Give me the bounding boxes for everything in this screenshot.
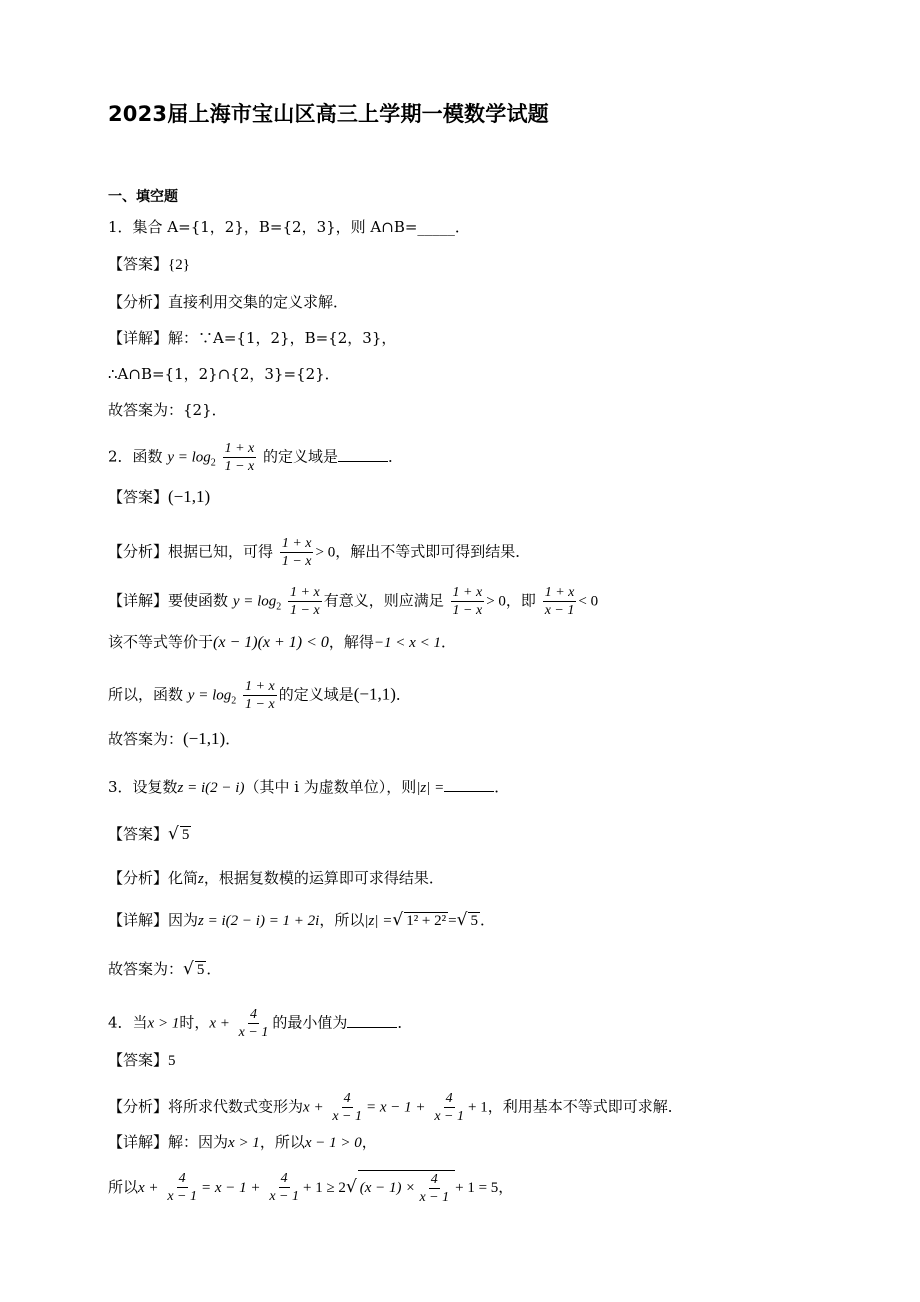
q2-line3-post: 的定义域是 (278, 685, 354, 704)
q1-analysis-text: 直接利用交集的定义求解． (168, 293, 349, 311)
q4-detail-mid: ，所以 (259, 1133, 305, 1151)
q2-final-value: (−1,1) (183, 729, 226, 748)
q1-detail (108, 328, 396, 348)
answer-blank (347, 1013, 397, 1028)
q4-x: x + (303, 1099, 324, 1116)
q4-analysis-fraction (330, 1090, 364, 1125)
answer-tag: 【答案】 (108, 255, 169, 273)
q2-log-base: 2 (231, 695, 237, 707)
frac-num: 1 + x (290, 585, 320, 600)
analysis-tag: 【分析】 (108, 1097, 169, 1116)
radical-sign: √ (183, 959, 194, 979)
q2-answer (108, 487, 210, 507)
frac-num: 1 + x (245, 679, 275, 694)
radical-sign: √ (456, 910, 468, 930)
q2-func: y = log (167, 449, 211, 466)
frac-num: 4 (445, 1091, 453, 1106)
analysis-tag: 【分析】 (108, 869, 169, 887)
q1-stem: 1．集合 A={1，2}，B={2，3}，则 A∩B=_____． (108, 218, 470, 236)
q3-detail-eq: = (448, 913, 457, 929)
q3-stem-abs: |z| = (416, 780, 445, 796)
q2-final-pre: 故答案为： (108, 730, 184, 748)
q2-line2-result: −1 < x < 1 (373, 635, 441, 651)
q2-analysis-fraction (280, 535, 314, 570)
q2-ineq2: < 0 (578, 593, 599, 610)
q2-stem: 2．函数 $y = \log_2$ $\frac{1 + x}{1 - x}$ 的定义域是 ． (108, 441, 404, 474)
q2-log-base: 2 (276, 601, 282, 613)
q2-detail (108, 584, 598, 619)
q4-analysis (108, 1090, 683, 1125)
q4-answer-value: 5 (168, 1053, 176, 1069)
q1-final: 故答案为：{2}． (108, 401, 227, 419)
q2-analysis-post: ，解出不等式即可得到结果． (335, 542, 531, 561)
frac-den: 1 − x (452, 603, 483, 618)
frac-den: x − 1 (419, 1190, 450, 1205)
answer-tag: 【答案】 (108, 1051, 169, 1069)
q4-stem-pre: 4．当 (108, 1013, 148, 1032)
q2-analysis-pre: 根据已知，可得 (168, 542, 274, 561)
analysis-tag: 【分析】 (108, 293, 169, 311)
frac-num: 4 (178, 1171, 186, 1187)
detail-tag: 【详解】 (108, 911, 169, 929)
q2-detail-fraction (288, 584, 322, 619)
q4-analysis-eq: = x − 1 + (366, 1099, 426, 1116)
q3-stem: 3．设复数z = i(2 − i)（其中 i 为虚数单位），则|z| = ． (108, 778, 510, 796)
answer-blank (444, 777, 494, 792)
q4-detail: 【详解】解：因为x > 1，所以x − 1 > 0， (108, 1133, 377, 1151)
radical-sign: √ (345, 1176, 357, 1197)
q4-stem: 4．当x > 1时，x + $\frac{4}{x - 1}$ 的最小值为 ． (108, 1007, 413, 1040)
q2-analysis-ineq: > 0 (315, 544, 336, 561)
q2-line2-post: ，解得 (328, 633, 374, 651)
q4-x: x + (138, 1179, 159, 1196)
q3-detail-radicand-2: 5 (470, 913, 478, 929)
q3-detail-mid: ，所以 (319, 911, 365, 929)
q2-stem-post: 的定义域是 (263, 447, 339, 466)
q2-detail-fraction-b (451, 584, 485, 619)
q2-answer-value: (−1,1) (168, 487, 211, 506)
radical-sign: √ (392, 910, 404, 930)
q2-line3-pre: 所以，函数 (108, 685, 184, 704)
q2-stem-pre: 2．函数 (108, 447, 163, 466)
answer-tag: 【答案】 (108, 488, 169, 506)
q4-fraction (237, 1006, 271, 1041)
q1-detail-2: ∴A∩B={1，2}∩{2，3}={2}． (108, 365, 340, 383)
frac-num: 4 (249, 1007, 257, 1022)
q4-analysis-fraction-b (432, 1090, 466, 1125)
q2-line3-fraction (243, 678, 277, 713)
frac-den: 1 − x (245, 697, 275, 712)
q3-analysis (108, 868, 444, 889)
radical-sign: √ (168, 824, 179, 844)
frac-den: 1 − x (290, 603, 320, 618)
q2-frac-num: 1 + x (224, 441, 255, 456)
frac-den: x − 1 (544, 603, 575, 618)
section-heading: 一、填空题 (108, 189, 178, 205)
q3-detail: 【详解】因为z = i(2 − i) = 1 + 2i，所以|z| =√ 1² + 2² =√ 5 ． (108, 910, 495, 930)
frac-num: 1 + x (544, 585, 575, 600)
q4-detail-fraction (165, 1170, 199, 1205)
q3-detail-pre: 因为 (168, 911, 199, 929)
q2-line2-math: (x − 1)(x + 1) < 0 (213, 634, 329, 651)
q1-answer-value: {2} (168, 257, 190, 273)
detail-tag: 【详解】 (108, 329, 169, 347)
q4-stem-mid: 时， (179, 1013, 210, 1032)
frac-num: 1 + x (281, 536, 312, 551)
page-title: 2023届上海市宝山区高三上学期一模数学试题 (108, 102, 549, 126)
q3-stem-math: z = i(2 − i) (177, 780, 245, 796)
answer-tag: 【答案】 (108, 825, 169, 843)
q4-detail-cond: x > 1 (228, 1135, 260, 1151)
q3-answer-radicand: 5 (181, 827, 190, 843)
q1-answer (108, 254, 190, 275)
frac-den: x − 1 (167, 1189, 197, 1205)
q3-stem-pre: 3．设复数 (108, 778, 178, 796)
q4-analysis-post: ，利用基本不等式即可求解． (487, 1097, 683, 1116)
analysis-tag: 【分析】 (108, 542, 169, 561)
q2-fraction (223, 440, 257, 475)
detail-tag: 【详解】 (108, 591, 169, 610)
q2-detail-mid: 有意义，则应满足 (323, 591, 444, 610)
q2-line3-result: (−1,1) (353, 684, 396, 704)
frac-den: 1 − x (281, 554, 312, 569)
frac-den: x − 1 (332, 1109, 363, 1124)
frac-den: x − 1 (238, 1025, 269, 1040)
q4-answer (108, 1050, 176, 1071)
q4-radicand-a: (x − 1) × (359, 1179, 416, 1196)
q2-detail-line2: 该不等式等价于(x − 1)(x + 1) < 0，解得−1 < x < 1． (108, 633, 456, 651)
frac-den: x − 1 (269, 1189, 299, 1205)
q4-detail2-pre: 所以 (108, 1177, 139, 1196)
frac-num: 4 (280, 1171, 288, 1187)
q3-final-pre: 故答案为： (108, 960, 184, 978)
detail-tag: 【详解】 (108, 1133, 169, 1151)
q4-detail-line2: 所以x + $\frac{4}{x - 1}$ = x − 1 + $\frac{4}{x - 1}$ + 1 ≥ 2√ (x − 1) × $\frac{4}{x - 1}$ + 1 = 5， (108, 1171, 514, 1205)
q4-analysis-pre: 将所求代数式变形为 (168, 1097, 304, 1116)
q2-frac-den: 1 − x (224, 459, 255, 474)
q3-stem-mid: （其中 i 为虚数单位），则 (244, 778, 417, 796)
q1-detail-text: 解：∵A={1，2}，B={2，3}， (168, 329, 397, 347)
q3-final: 故答案为：√ 5 ． (108, 959, 222, 979)
q3-analysis-post: ，根据复数模的运算即可求得结果． (203, 869, 444, 887)
frac-num: 4 (343, 1091, 351, 1106)
q3-detail-math: z = i(2 − i) = 1 + 2i (198, 913, 320, 929)
frac-den: x − 1 (434, 1109, 464, 1124)
answer-blank (338, 447, 388, 462)
q3-detail-abs: |z| = (364, 913, 393, 929)
q4-detail-res: x − 1 > 0 (304, 1135, 362, 1151)
q2-analysis (108, 535, 530, 570)
q3-analysis-pre: 化简 (168, 869, 199, 887)
q2-final: 故答案为：(−1,1)． (108, 729, 241, 748)
q3-answer (108, 824, 191, 844)
q4-detail-end: + 1 = 5 (455, 1179, 499, 1196)
q4-stem-cond: x > 1 (147, 1015, 180, 1032)
q1-analysis (108, 292, 348, 312)
q2-log-base: 2 (210, 457, 216, 469)
q4-analysis-plus: + 1 (468, 1099, 488, 1116)
q2-detail-pre: 要使函数 (168, 591, 229, 610)
q4-radicand-fraction (417, 1171, 451, 1206)
q2-detail-fraction-c (543, 584, 577, 619)
frac-num: 4 (430, 1172, 438, 1187)
q2-ineq: > 0 (486, 593, 506, 610)
q4-stem-post: 的最小值为 (272, 1013, 348, 1032)
q4-detail-pre: 解：因为 (168, 1133, 229, 1151)
q3-final-radicand: 5 (196, 962, 205, 978)
q2-line2-pre: 该不等式等价于 (108, 633, 214, 651)
q4-detail-eq: = x − 1 + (201, 1179, 261, 1196)
q4-stem-x: x + (209, 1015, 230, 1032)
frac-num: 1 + x (452, 585, 483, 600)
q4-detail-radicand (358, 1170, 455, 1206)
q2-detail-mid2: ，即 (505, 591, 536, 610)
q4-detail-ge: + 1 ≥ 2 (302, 1179, 346, 1196)
q3-analysis-var: z (198, 871, 204, 887)
q3-detail-radicand: 1² + 2² (406, 913, 447, 929)
q2-func: y = log (187, 687, 232, 704)
q4-detail-fraction-b (267, 1170, 301, 1205)
q2-func: y = log (232, 593, 277, 610)
q2-detail-line3: 所以，函数 $y = \log_2$ $\frac{1 + x}{1 - x}$ 的定义域是(−1,1)． (108, 679, 411, 712)
